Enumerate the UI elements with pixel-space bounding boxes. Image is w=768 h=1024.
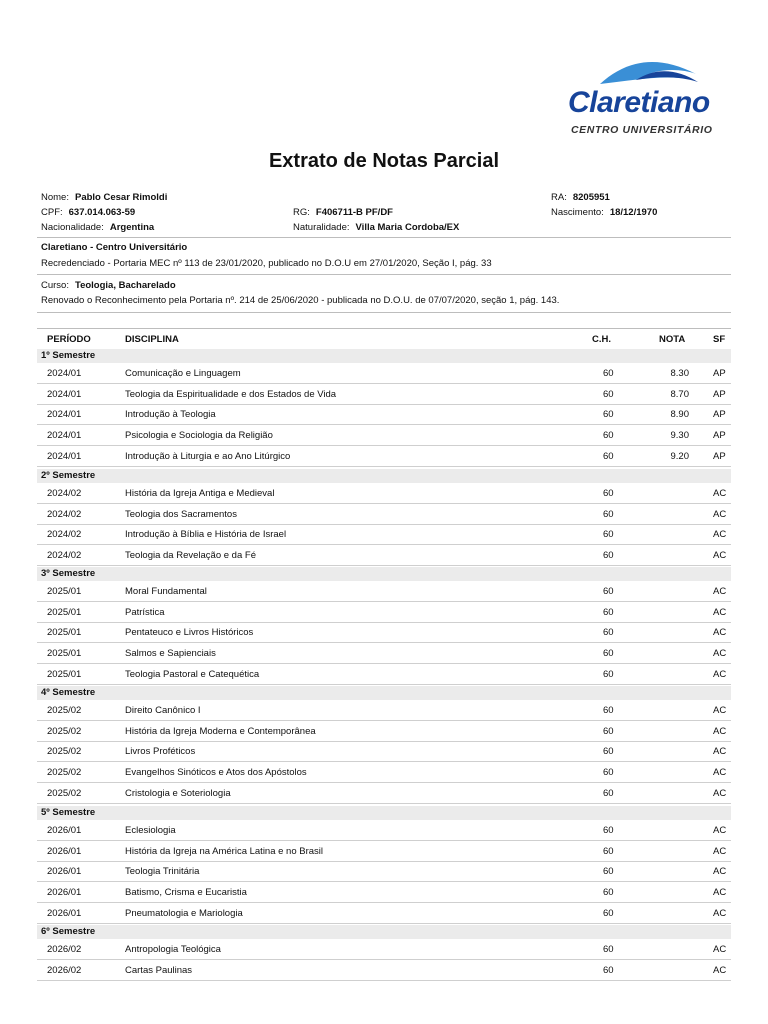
cell-hours: 60 [603,450,614,462]
cell-period: 2025/01 [47,627,82,639]
course-label: Curso: [41,280,69,291]
cell-subject: Teologia Pastoral e Catequética [125,668,260,680]
cell-subject: Introdução à Bíblia e História de Israel [125,529,287,541]
cell-period: 2024/02 [47,508,82,520]
cell-status: AC [713,648,727,660]
cell-period: 2025/02 [47,787,82,799]
nationality-value: Argentina [109,222,155,233]
cell-period: 2024/01 [47,450,82,462]
table-row [37,404,731,425]
origin-label: Naturalidade: [293,222,350,233]
origin-value: Villa Maria Cordoba/EX [355,222,460,233]
table-row [37,783,731,804]
table-row [37,643,731,664]
cell-subject: Introdução à Liturgia e ao Ano Litúrgico [125,450,291,462]
cell-subject: Teologia da Revelação e da Fé [125,550,256,562]
cell-subject: Evangelhos Sinóticos e Atos dos Apóstolos [125,767,307,779]
cell-status: AC [713,488,727,499]
cell-status: AC [713,606,727,618]
divider [37,274,731,275]
table-row [37,524,731,545]
rg-label: RG: [293,207,310,218]
cell-hours: 60 [603,787,614,799]
cell-hours: 60 [603,705,614,716]
institution-accreditation: Recredenciado - Portaria MEC nº 113 de 23/01/2020, publicado no D.O.U em 27/01/2020, Seção I, pág. 33 [41,258,492,269]
cell-period: 2026/01 [47,825,82,836]
cell-subject: Pentateuco e Livros Históricos [125,627,254,639]
table-row [37,741,731,762]
cell-status: AC [713,668,727,680]
semester-header [37,349,731,363]
cell-period: 2024/02 [47,488,82,499]
cell-period: 2026/01 [47,887,82,899]
cell-subject: Moral Fundamental [125,586,207,597]
cell-hours: 60 [603,944,614,955]
table-row [37,384,731,405]
semester-label: 2º Semestre [41,470,96,481]
rg-value: F406711-B PF/DF [315,207,393,218]
cell-hours: 60 [603,606,614,618]
cell-hours: 60 [603,825,614,836]
cell-status: AC [713,725,727,737]
grades-table-header [37,332,731,348]
semester-header [37,925,731,939]
cell-status: AC [713,529,727,541]
semester-header [37,469,731,483]
cell-subject: Batismo, Crisma e Eucaristia [125,887,247,899]
semester-header [37,567,731,581]
cell-subject: Introdução à Teologia [125,409,216,421]
cell-hours: 60 [603,964,614,976]
table-row [37,581,731,602]
semester-label: 4º Semestre [41,687,96,698]
cell-subject: Antropologia Teológica [125,944,221,955]
cell-hours: 60 [603,488,614,499]
cell-period: 2024/01 [47,430,82,442]
cell-subject: Teologia Trinitária [125,866,200,878]
cell-hours: 60 [603,430,614,442]
cell-period: 2024/01 [47,368,82,379]
semester-header [37,806,731,820]
cell-subject: História da Igreja na América Latina e no Brasil [125,845,324,857]
ra-value: 8205951 [572,192,610,203]
cell-period: 2026/01 [47,907,82,919]
divider [37,328,731,329]
cell-hours: 60 [603,368,614,379]
header-period: PERÍODO [47,334,91,345]
cell-hours: 60 [603,529,614,541]
cell-status: AC [713,825,727,836]
cell-status: AC [713,508,727,520]
cell-period: 2026/02 [47,964,82,976]
table-row [37,820,731,841]
header-subject: DISCIPLINA [125,334,179,345]
cell-status: AP [713,409,726,421]
cell-hours: 60 [603,907,614,919]
cpf-value: 637.014.063-59 [68,207,136,218]
table-row [37,700,731,721]
cell-period: 2026/01 [47,866,82,878]
divider [37,312,731,313]
cell-status: AC [713,586,727,597]
header-grade: NOTA [659,334,686,345]
table-row [37,446,731,467]
cell-status: AC [713,746,727,758]
cell-period: 2024/02 [47,550,82,562]
cell-subject: História da Igreja Moderna e Contemporânea [125,725,316,737]
table-row [37,861,731,882]
cell-status: AC [713,767,727,779]
logo-subtitle: CENTRO UNIVERSITÁRIO [571,124,713,136]
cell-grade: 8.90 [670,409,689,421]
cell-hours: 60 [603,725,614,737]
cell-grade: 8.30 [670,368,689,379]
cell-period: 2026/01 [47,845,82,857]
cell-subject: Cartas Paulinas [125,964,193,976]
institution-name: Claretiano - Centro Universitário [41,242,188,253]
table-row [37,664,731,685]
semester-label: 1º Semestre [41,350,96,361]
cell-status: AC [713,845,727,857]
ra-label: RA: [551,192,567,203]
cell-period: 2025/02 [47,705,82,716]
cell-hours: 60 [603,767,614,779]
table-row [37,841,731,862]
cell-status: AC [713,787,727,799]
name-value: Pablo Cesar Rimoldi [74,192,168,203]
student-cpf [41,207,135,218]
table-row [37,721,731,742]
page-title: Extrato de Notas Parcial [268,150,500,172]
cell-status: AP [713,430,726,442]
table-row [37,882,731,903]
table-row [37,939,731,960]
table-row [37,762,731,783]
student-birth [551,207,657,218]
semester-label: 6º Semestre [41,926,96,937]
student-rg [293,207,393,218]
course-name: Teologia, Bacharelado [74,280,176,291]
cell-period: 2025/01 [47,668,82,680]
cell-hours: 60 [603,508,614,520]
birth-value: 18/12/1970 [609,207,658,218]
table-row [37,483,731,504]
cell-subject: Teologia da Espiritualidade e dos Estados de Vida [125,388,337,400]
student-nationality [41,222,154,233]
cell-grade: 8.70 [670,388,689,400]
course-recognition: Renovado o Reconhecimento pela Portaria nº. 214 de 25/06/2020 - publicada no D.O.U. de 07/07/2020, seção 1, pág. 143. [41,295,560,306]
cell-status: AC [713,944,727,955]
cell-subject: Pneumatologia e Mariologia [125,907,243,919]
cell-status: AC [713,550,727,562]
cell-period: 2025/02 [47,767,82,779]
header-status: SF [713,334,726,345]
cell-hours: 60 [603,550,614,562]
cell-subject: Teologia dos Sacramentos [125,508,237,520]
table-row [37,545,731,566]
cell-period: 2025/02 [47,746,82,758]
cell-hours: 60 [603,746,614,758]
cell-period: 2025/01 [47,648,82,660]
table-row [37,363,731,384]
cell-subject: Patrística [125,606,165,618]
cell-subject: Psicologia e Sociologia da Religião [125,430,273,442]
cell-subject: História da Igreja Antiga e Medieval [125,488,275,499]
cell-subject: Comunicação e Linguagem [125,368,241,379]
semester-header [37,686,731,700]
cell-period: 2026/02 [47,944,82,955]
cell-period: 2025/02 [47,725,82,737]
cell-status: AC [713,866,727,878]
table-row [37,960,731,981]
semester-label: 3º Semestre [41,568,96,579]
table-row [37,622,731,643]
cpf-label: CPF: [41,207,63,218]
cell-status: AP [713,388,726,400]
cell-hours: 60 [603,388,614,400]
cell-status: AC [713,964,727,976]
birth-label: Nascimento: [551,207,604,218]
cell-period: 2024/01 [47,409,82,421]
cell-status: AP [713,368,726,379]
cell-hours: 60 [603,409,614,421]
cell-subject: Eclesiologia [125,825,176,836]
logo-wordmark: Claretiano [568,86,710,119]
table-row [37,602,731,623]
cell-hours: 60 [603,648,614,660]
nationality-label: Nacionalidade: [41,222,104,233]
table-row [37,504,731,525]
cell-hours: 60 [603,887,614,899]
table-row [37,903,731,924]
cell-hours: 60 [603,627,614,639]
cell-status: AP [713,450,726,462]
cell-subject: Direito Canônico I [125,705,201,716]
table-row [37,425,731,446]
semester-label: 5º Semestre [41,807,96,818]
cell-period: 2025/01 [47,586,82,597]
header-hours: C.H. [592,334,611,345]
cell-status: AC [713,705,727,716]
course-info [41,280,176,291]
cell-period: 2024/01 [47,388,82,400]
cell-status: AC [713,887,727,899]
student-origin [293,222,459,233]
claretiano-logo [566,52,726,136]
cell-hours: 60 [603,845,614,857]
cell-grade: 9.20 [670,450,689,462]
cell-hours: 60 [603,866,614,878]
cell-subject: Cristologia e Soteriologia [125,787,231,799]
cell-period: 2024/02 [47,529,82,541]
cell-subject: Salmos e Sapienciais [125,648,216,660]
student-ra [551,192,610,203]
name-label: Nome: [41,192,69,203]
student-name [41,192,167,203]
cell-status: AC [713,907,727,919]
cell-period: 2025/01 [47,606,82,618]
cell-grade: 9.30 [670,430,689,442]
cell-subject: Livros Proféticos [125,746,196,758]
divider [37,237,731,238]
cell-hours: 60 [603,586,614,597]
cell-status: AC [713,627,727,639]
cell-hours: 60 [603,668,614,680]
